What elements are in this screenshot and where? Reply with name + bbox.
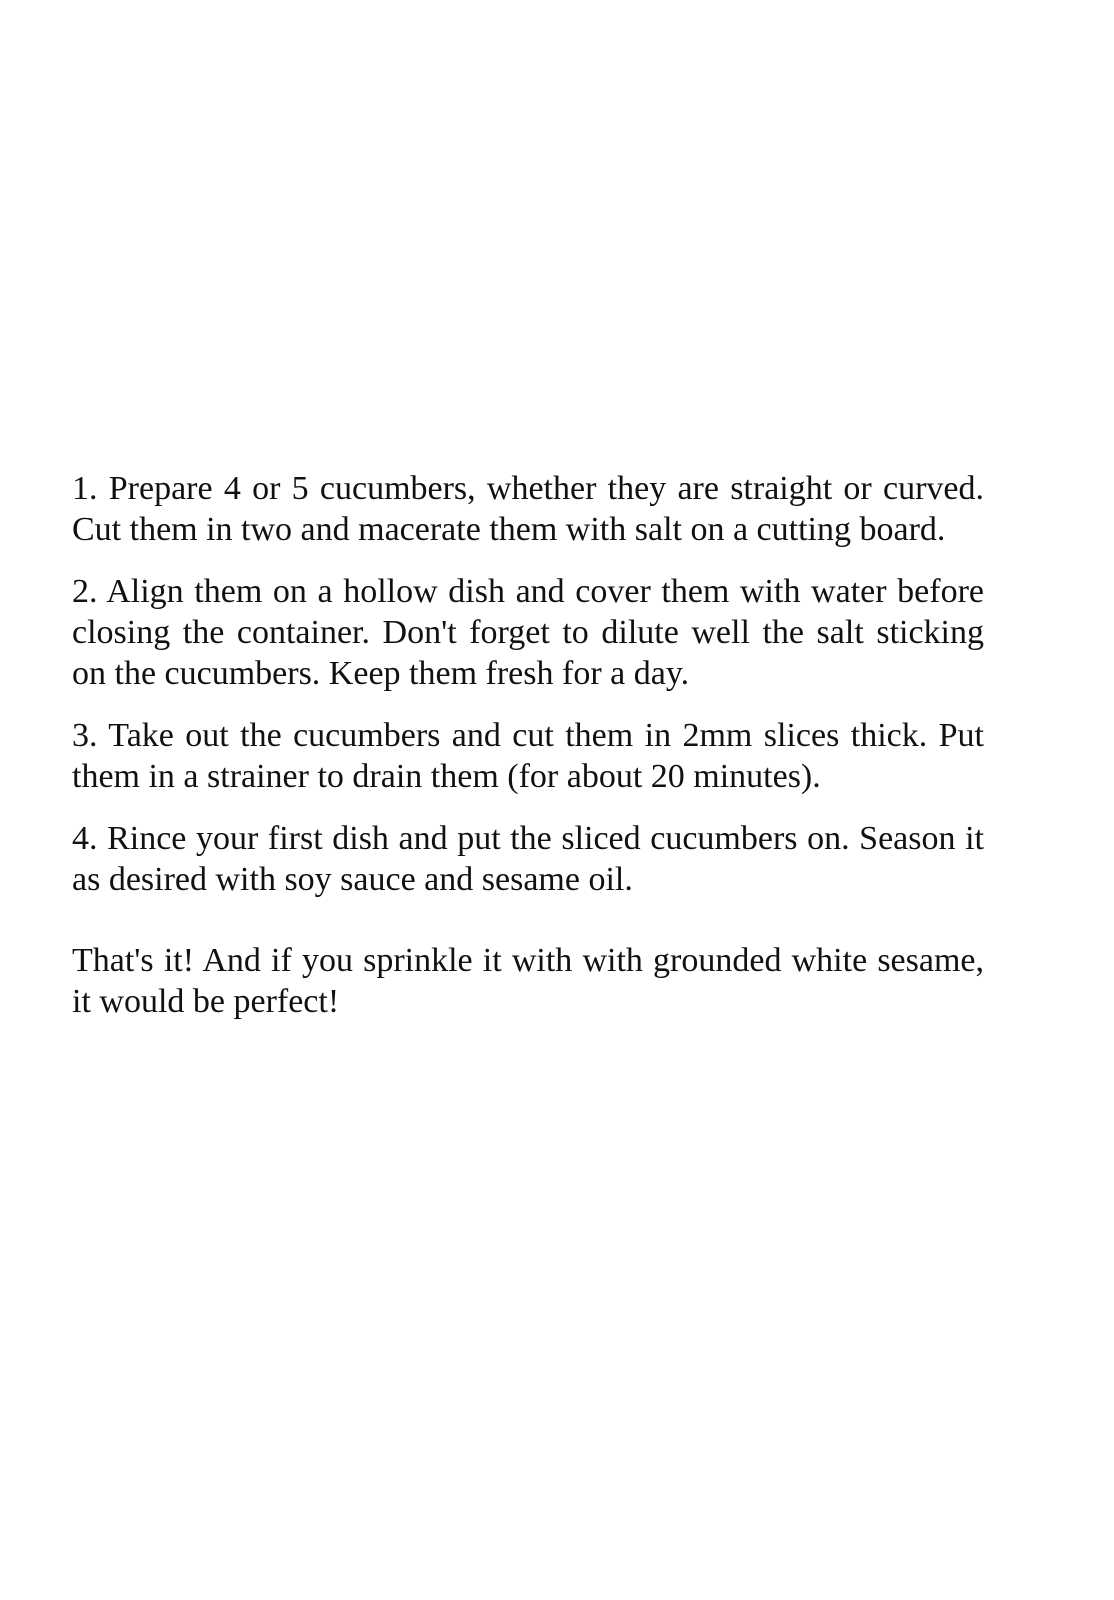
step-3: 3. Take out the cucumbers and cut them in 2mm slices thick. Put them in a strainer to drain them (for about 20 minutes).	[72, 717, 984, 795]
closing-note: That's it! And if you sprinkle it with with grounded white sesame, it would be perfect!	[72, 942, 984, 1020]
recipe-instructions	[72, 468, 984, 1022]
step-4: 4. Rince your first dish and put the sliced cucumbers on. Season it as desired with soy sauce and sesame oil.	[72, 820, 984, 898]
step-1: 1. Prepare 4 or 5 cucumbers, whether they are straight or curved. Cut them in two and macerate them with salt on a cutting board.	[72, 470, 984, 548]
step-2: 2. Align them on a hollow dish and cover them with water before closing the container. Don't forget to dilute well the salt sticking on the cucumbers. Keep them fresh for a day.	[72, 573, 984, 692]
